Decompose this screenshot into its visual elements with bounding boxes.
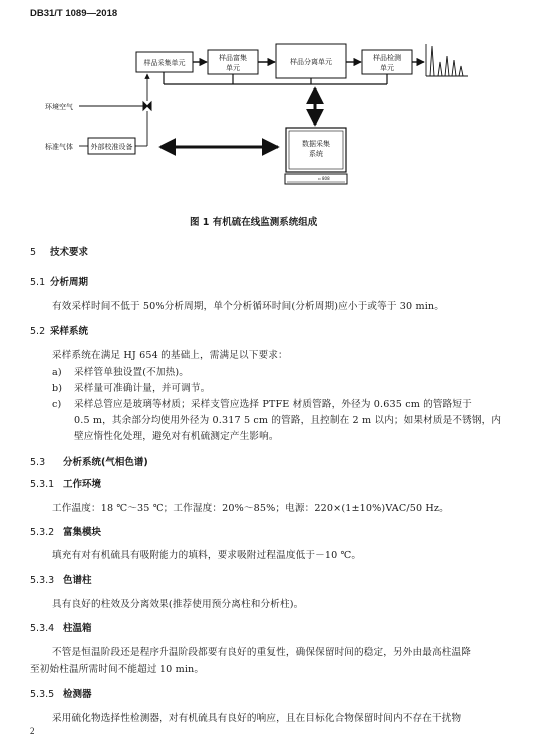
- list-marker: a): [52, 367, 62, 378]
- section-5-3-2-heading: [30, 524, 101, 538]
- chromatogram-icon: [426, 44, 468, 76]
- section-title: 检测器: [63, 689, 92, 700]
- figure-caption: 图 1 有机硫在线监测系统组成: [190, 217, 318, 228]
- section-5-2-intro: 采样系统在满足 HJ 654 的基础上，需满足以下要求：: [52, 350, 288, 361]
- ambient-air-label: 环境空气: [45, 103, 73, 111]
- list-text: 采样量可准确计量，并可调节。: [74, 383, 211, 394]
- section-number: 5.3.2: [30, 527, 55, 538]
- section-number: 5.1: [30, 277, 46, 288]
- document-id: DB31/T 1089—2018: [30, 8, 118, 19]
- list-item-c-line-2: 0.5 m，其余部分均使用外径为 0.317 5 cm 的管路，且控制在 2 m 以内；如果材质是不锈钢，内: [74, 415, 502, 426]
- section-5-3-3-heading: [30, 572, 92, 586]
- section-title: 分析系统(气相色谱): [63, 457, 148, 468]
- section-5-3-2-text: 填充有对有机硫具有吸附能力的填料，要求吸附过程温度低于－10 ℃。: [52, 550, 362, 561]
- section-title: 工作环境: [63, 479, 102, 490]
- valve-icon: [143, 102, 151, 110]
- section-5-1-heading: [30, 274, 88, 288]
- section-number: 5.2: [30, 326, 46, 337]
- section-number: 5.3.4: [30, 623, 55, 634]
- list-text: 采样管单独设置(不加热)。: [74, 367, 189, 378]
- list-item-b: [52, 380, 210, 394]
- section-title: 采样系统: [50, 326, 89, 337]
- list-text: 采样总管应是玻璃等材质；采样支管应选择 PTFE 材质管路，外径为 0.635 cm 的管路短于: [74, 399, 472, 410]
- section-number: 5.3: [30, 457, 46, 468]
- section-title: 色谱柱: [63, 575, 92, 586]
- data-system-label-1: 数据采集: [302, 140, 330, 148]
- section-number: 5.3.1: [30, 479, 55, 490]
- section-5-2-heading: [30, 323, 88, 337]
- enrichment-unit-label-1: 样品富集: [219, 54, 247, 62]
- detection-unit-label-1: 样品检测: [373, 54, 401, 62]
- sampling-unit-label: 样品采集单元: [143, 59, 186, 67]
- section-5-3-heading: [30, 454, 148, 468]
- list-item-a: [52, 364, 189, 378]
- section-title: 分析周期: [50, 277, 89, 288]
- section-5-3-1-heading: [30, 476, 101, 490]
- section-5-3-5-text: 采用硫化物选择性检测器，对有机硫具有良好的响应，且在目标化合物保留时间内不存在干扰物: [52, 713, 462, 724]
- calibration-device-label: 外部校准设备: [90, 143, 133, 151]
- section-5-3-3-text: 具有良好的柱效及分离效果(推荐使用预分离柱和分析柱)。: [52, 599, 304, 610]
- section-5-3-4-line-1: 不管是恒温阶段还是程序升温阶段都要有良好的重复性，确保保留时间的稳定，另外由最高柱温降: [52, 647, 471, 658]
- section-5-3-1-text: 工作温度：18 ℃～35 ℃；工作湿度：20%～85%；电源：220×(1±10%)VAC/50 Hz。: [52, 503, 449, 514]
- keyboard-label: ▫ 808: [318, 176, 330, 181]
- section-5-3-4-heading: [30, 620, 92, 634]
- section-number: 5: [30, 247, 37, 258]
- separation-unit-label: 样品分离单元: [290, 58, 332, 66]
- section-5-3-5-heading: [30, 686, 92, 700]
- list-item-c: [52, 396, 472, 410]
- enrichment-unit-label-2: 单元: [226, 64, 240, 72]
- section-title: 技术要求: [50, 247, 89, 258]
- standard-gas-label: 标准气体: [45, 143, 73, 151]
- section-title: 富集模块: [63, 527, 102, 538]
- section-number: 5.3.5: [30, 689, 55, 700]
- section-5-1-text: 有效采样时间不低于 50%分析周期，单个分析循环时间(分析周期)应小于或等于 30 min。: [52, 301, 445, 312]
- list-marker: b): [52, 383, 63, 394]
- list-item-c-line-3: 壁应惰性化处理，避免对有机硫测定产生影响。: [74, 431, 279, 442]
- section-number: 5.3.3: [30, 575, 55, 586]
- section-5-heading: [30, 244, 88, 258]
- detection-unit-label-2: 单元: [380, 64, 394, 72]
- system-diagram: [0, 0, 533, 210]
- list-marker: c): [52, 399, 62, 410]
- section-title: 柱温箱: [63, 623, 92, 634]
- section-5-3-4-line-2: 至初始柱温所需时间不能超过 10 min。: [30, 664, 205, 675]
- page-number: 2: [30, 726, 35, 736]
- data-system-label-2: 系统: [309, 150, 323, 158]
